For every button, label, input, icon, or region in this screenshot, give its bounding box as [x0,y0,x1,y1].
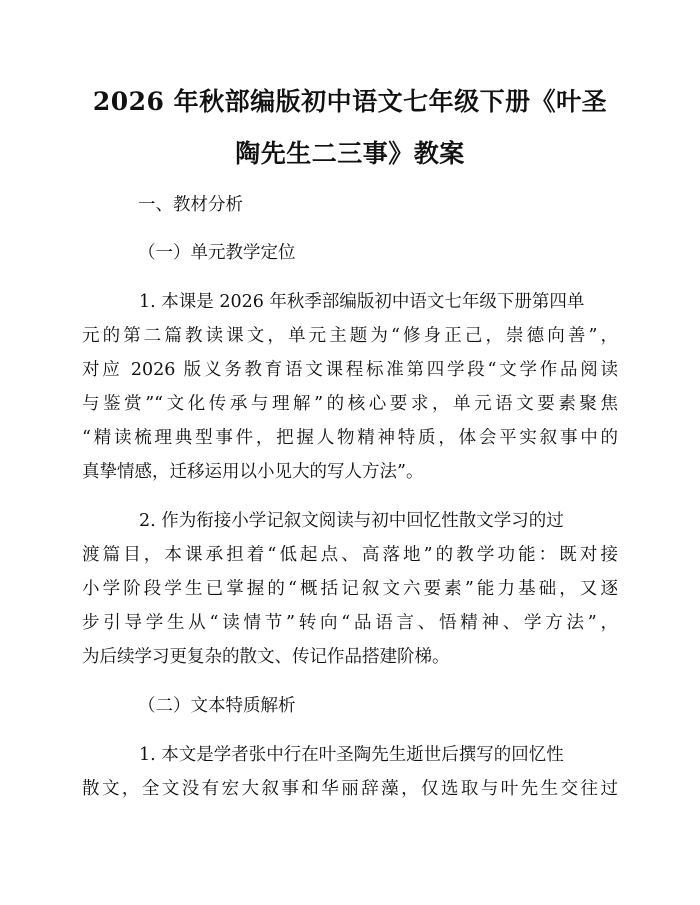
paragraph-line: 真挚情感，迁移运用以小见大的写人方法”。 [82,462,424,482]
paragraph-line: “精读梳理典型事件，把握人物精神特质，体会平实叙事中的 [82,428,618,448]
paragraph-line: 渡篇目，本课承担着“低起点、高落地”的教学功能：既对接 [82,545,618,565]
paragraph-line: 散文，全文没有宏大叙事和华丽辞藻，仅选取与叶先生交往过 [82,779,618,799]
paragraph-line: 步引导学生从“读情节”转向“品语言、悟精神、学方法”， [82,613,618,633]
paragraph-line: 2. 作为衔接小学记叙文阅读与初中回忆性散文学习的过 [139,511,564,531]
paragraph-line: 为后续学习更复杂的散文、传记作品搭建阶梯。 [82,647,450,667]
subsection-heading-unit-positioning: （一）单元教学定位 [138,243,296,263]
subsection-heading-text-analysis: （二）文本特质解析 [138,696,296,716]
paragraph-line: 小学阶段学生已掌握的“概括记叙文六要素”能力基础，又逐 [82,579,618,599]
paragraph-line: 与鉴赏”“文化传承与理解”的核心要求，单元语文要素聚焦 [82,394,618,414]
paragraph-line: 1. 本课是 2026 年秋季部编版初中语文七年级下册第四单 [139,292,585,312]
document-title-line-2: 陶先生二三事》教案 [235,139,465,168]
document-title-line-1: 2026 年秋部编版初中语文七年级下册《叶圣 [92,87,608,116]
section-heading-textbook-analysis: 一、教材分析 [138,195,243,215]
paragraph-line: 1. 本文是学者张中行在叶圣陶先生逝世后撰写的回忆性 [139,745,564,765]
paragraph-line: 元的第二篇教读课文，单元主题为“修身正己，崇德向善”， [82,326,618,346]
paragraph-line: 对应 2026 版义务教育语文课程标准第四学段“文学作品阅读 [82,360,618,380]
